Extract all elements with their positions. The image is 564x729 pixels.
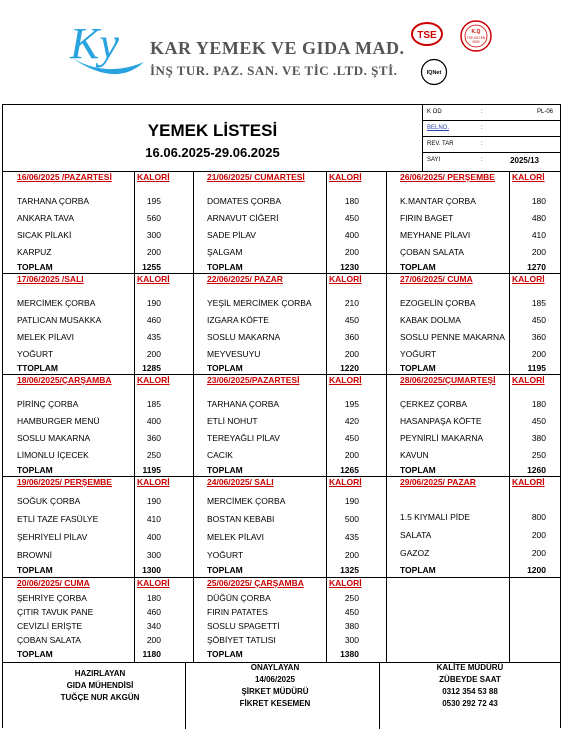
kalori-header: KALORİ [137, 172, 170, 182]
total-label: TOPLAM [400, 565, 436, 575]
meal-calorie: 195 [344, 399, 359, 409]
meal-name: MEYHANE PİLAVI [400, 230, 471, 240]
meal-calorie: 200 [531, 548, 546, 558]
meal-name: YOĞURT [207, 550, 244, 560]
meal-name: TARHANA ÇORBA [17, 196, 90, 206]
total-row [193, 649, 386, 661]
day-name: 17/06/2025 /SALI [17, 274, 84, 284]
meal-calorie: 500 [344, 514, 359, 524]
meal-row [193, 332, 386, 344]
meal-name: SALATA [400, 530, 432, 540]
meal-row [3, 635, 193, 647]
meal-name: BOSTAN KEBABI [207, 514, 275, 524]
document-meta [422, 105, 561, 171]
meal-name: SOSLU PENNE MAKARNA [400, 332, 505, 342]
meal-calorie: 180 [344, 196, 359, 206]
meal-calorie: 200 [146, 349, 161, 359]
meal-row [193, 247, 386, 259]
meal-calorie: 200 [344, 247, 359, 257]
day-name: 19/06/2025/ PERŞEMBE [17, 477, 112, 487]
day-block [386, 374, 560, 476]
meal-name: SADE PİLAV [207, 230, 256, 240]
meta-row: REV. TAR : [423, 137, 561, 153]
meal-row [386, 247, 560, 259]
total-value: 1195 [527, 363, 546, 373]
menu-sheet [2, 104, 561, 728]
kalori-header: KALORİ [137, 578, 170, 588]
meal-name: HAMBURGER MENÜ [17, 416, 100, 426]
meal-row [193, 349, 386, 361]
day-block [3, 273, 193, 374]
day-name: 18/06/2025/ÇARŞAMBA [17, 375, 112, 385]
meal-calorie: 435 [146, 332, 161, 342]
meal-row [386, 196, 560, 208]
meta-row: BELNO. : [423, 121, 561, 137]
meal-row [386, 349, 560, 361]
meal-name: TEREYAĞLI PİLAV [207, 433, 280, 443]
meal-name: MERCİMEK ÇORBA [17, 298, 96, 308]
total-label: TOPLAM [17, 649, 53, 659]
iqnet-seal-icon [420, 58, 448, 86]
meal-name: MERCİMEK ÇORBA [207, 496, 286, 506]
meal-calorie: 400 [146, 416, 161, 426]
total-label: TOPLAM [207, 465, 243, 475]
day-block [193, 273, 386, 374]
meal-name: ETLİ NOHUT [207, 416, 258, 426]
meal-name: BROWNİ [17, 550, 52, 560]
total-value: 1180 [142, 649, 161, 659]
meal-name: IZGARA KÖFTE [207, 315, 269, 325]
meal-calorie: 800 [531, 512, 546, 522]
meal-row [3, 450, 193, 462]
meal-calorie: 450 [344, 433, 359, 443]
meal-name: CEVİZLİ ERİŞTE [17, 621, 83, 631]
kalori-header: KALORİ [512, 172, 545, 182]
meal-name: PATLICAN MUSAKKA [17, 315, 102, 325]
meal-calorie: 435 [344, 532, 359, 542]
kalori-header: KALORİ [329, 274, 362, 284]
meal-calorie: 180 [531, 399, 546, 409]
meal-name: KAVUN [400, 450, 429, 460]
kalori-header: KALORİ [137, 375, 170, 385]
total-value: 1195 [142, 465, 161, 475]
meal-calorie: 450 [531, 315, 546, 325]
meal-calorie: 200 [531, 349, 546, 359]
meal-name: ŞÖBİYET TATLISI [207, 635, 276, 645]
total-label: TTOPLAM [17, 363, 58, 373]
svg-text:9000: 9000 [472, 40, 480, 44]
meal-calorie: 410 [531, 230, 546, 240]
meal-row [193, 593, 386, 605]
title-area [3, 105, 422, 171]
meal-name: ANKARA TAVA [17, 213, 75, 223]
tse-certificate-icon [410, 20, 444, 48]
meal-calorie: 200 [531, 530, 546, 540]
meal-row [386, 450, 560, 462]
day-block [3, 171, 193, 273]
total-value: 1255 [142, 262, 161, 272]
company-logo [66, 18, 146, 82]
meal-calorie: 190 [146, 298, 161, 308]
meal-row [386, 416, 560, 428]
meal-row [193, 450, 386, 462]
meal-name: MELEK PİLAVI [17, 332, 75, 342]
kalori-header: KALORİ [512, 477, 545, 487]
meal-name: MELEK PİLAVI [207, 532, 265, 542]
meal-name: KARPUZ [17, 247, 52, 257]
company-name [150, 38, 405, 79]
date-range: 16.06.2025-29.06.2025 [145, 145, 280, 160]
meal-calorie: 450 [344, 213, 359, 223]
meal-calorie: 360 [531, 332, 546, 342]
meal-name: GAZOZ [400, 548, 430, 558]
meal-row [3, 416, 193, 428]
day-block [193, 577, 386, 662]
day-name: 20/06/2025/ CUMA [17, 578, 90, 588]
meal-name: SICAK PİLAKİ [17, 230, 72, 240]
meal-row [3, 230, 193, 242]
meal-calorie: 410 [146, 514, 161, 524]
meal-name: ŞEHRİYELİ PİLAV [17, 532, 88, 542]
day-block [193, 374, 386, 476]
meal-row [3, 213, 193, 225]
meal-row [193, 399, 386, 411]
meal-calorie: 340 [146, 621, 161, 631]
meal-row [193, 315, 386, 327]
total-row [386, 565, 560, 577]
day-block [3, 476, 193, 577]
meal-calorie: 400 [146, 532, 161, 542]
meal-name: KABAK DOLMA [400, 315, 461, 325]
meal-row [3, 332, 193, 344]
meal-row [193, 213, 386, 225]
meal-name: ARNAVUT CİĞERİ [207, 213, 279, 223]
svg-text:TSE-ISO-EN: TSE-ISO-EN [466, 36, 486, 40]
meal-row [3, 607, 193, 619]
day-block [3, 374, 193, 476]
meal-name: ŞALGAM [207, 247, 243, 257]
meal-calorie: 560 [146, 213, 161, 223]
meta-row: SAYI : 2025/13 [427, 156, 539, 165]
meal-calorie: 460 [146, 315, 161, 325]
meal-name: TARHANA ÇORBA [207, 399, 280, 409]
meal-name: ETLİ TAZE FASÜLYE [17, 514, 99, 524]
meal-calorie: 200 [146, 635, 161, 645]
meal-name: ÇERKEZ ÇORBA [400, 399, 468, 409]
kalori-header: KALORİ [329, 477, 362, 487]
meal-name: LİMONLU İÇECEK [17, 450, 89, 460]
total-label: TOPLAM [17, 565, 53, 575]
meal-row [3, 399, 193, 411]
meal-row [3, 315, 193, 327]
meal-calorie: 180 [531, 196, 546, 206]
signature-quality: KALİTE MÜDÜRÜ ZÜBEYDE SAAT 0312 354 53 88 0530 292 72 43 [436, 663, 504, 708]
total-value: 1200 [527, 565, 546, 575]
day-name: 16/06/2025 /PAZARTESİ [17, 172, 112, 182]
meal-row [3, 496, 193, 508]
meal-row [386, 230, 560, 242]
meal-calorie: 380 [344, 621, 359, 631]
day-name: 23/06/2025/PAZARTESİ [207, 375, 300, 385]
meal-calorie: 300 [146, 550, 161, 560]
meal-calorie: 190 [146, 496, 161, 506]
kalori-header: KALORİ [512, 375, 545, 385]
meal-row [193, 433, 386, 445]
total-label: TOPLAM [207, 649, 243, 659]
meal-calorie: 200 [531, 247, 546, 257]
meal-calorie: 450 [344, 315, 359, 325]
meal-calorie: 420 [344, 416, 359, 426]
meal-row [193, 196, 386, 208]
meal-name: FIRIN BAGET [400, 213, 454, 223]
day-block [386, 171, 560, 273]
meal-name: CACIK [207, 450, 233, 460]
total-value: 1325 [340, 565, 359, 575]
meta-row: K OD : PL-06 [423, 105, 561, 121]
meal-calorie: 210 [344, 298, 359, 308]
meal-name: MEYVESUYU [207, 349, 261, 359]
meal-name: EZOGELİN ÇORBA [400, 298, 476, 308]
meal-row [3, 298, 193, 310]
meal-calorie: 450 [531, 416, 546, 426]
meal-name: 1.5 KIYMALI PİDE [400, 512, 470, 522]
meal-row [3, 349, 193, 361]
meal-calorie: 480 [531, 213, 546, 223]
meal-name: DÜĞÜN ÇORBA [207, 593, 271, 603]
meal-calorie: 250 [146, 450, 161, 460]
meal-name: YOĞURT [17, 349, 54, 359]
day-name: 26/06/2025/ PERŞEMBE [400, 172, 495, 182]
meal-calorie: 195 [146, 196, 161, 206]
meal-calorie: 460 [146, 607, 161, 617]
kalori-header: KALORİ [137, 477, 170, 487]
day-block [386, 273, 560, 374]
meal-row [193, 230, 386, 242]
meal-name: ÇOBAN SALATA [17, 635, 81, 645]
total-label: TOPLAM [400, 262, 436, 272]
meal-calorie: 300 [344, 635, 359, 645]
total-row [3, 565, 193, 577]
meal-row [386, 213, 560, 225]
total-row [193, 565, 386, 577]
svg-text:K.Q: K.Q [471, 29, 481, 35]
meal-row [193, 514, 386, 526]
meal-name: YOĞURT [400, 349, 437, 359]
meal-row [193, 621, 386, 633]
meal-row [3, 433, 193, 445]
total-label: TOPLAM [17, 262, 53, 272]
day-name: 27/06/2025/ CUMA [400, 274, 473, 284]
meal-row [193, 298, 386, 310]
total-label: TOPLAM [207, 565, 243, 575]
day-name: 24/06/2025/ SALI [207, 477, 274, 487]
day-block [386, 476, 560, 577]
meal-name: ŞEHRİYE ÇORBA [17, 593, 87, 603]
total-value: 1230 [340, 262, 359, 272]
company-name-line1: KAR YEMEK VE GIDA MAD. [150, 38, 405, 58]
meal-calorie: 360 [344, 332, 359, 342]
signature-approved: ONAYLAYAN 14/06/2025 ŞİRKET MÜDÜRÜ FİKRET KESEMEN [239, 663, 311, 708]
total-label: TOPLAM [400, 363, 436, 373]
day-name: 25/06/2025/ ÇARŞAMBA [207, 578, 304, 588]
kalori-header: KALORİ [329, 172, 362, 182]
meal-calorie: 300 [146, 230, 161, 240]
meal-row [386, 512, 560, 524]
total-value: 1260 [527, 465, 546, 475]
meal-row [3, 621, 193, 633]
day-name: 28/06/2025/ÇUMARTEŞİ [400, 375, 496, 385]
meal-calorie: 450 [344, 607, 359, 617]
total-label: TOPLAM [17, 465, 53, 475]
meal-name: SOSLU MAKARNA [207, 332, 281, 342]
meal-calorie: 400 [344, 230, 359, 240]
meal-name: K.MANTAR ÇORBA [400, 196, 476, 206]
day-name: 22/06/2025/ PAZAR [207, 274, 283, 284]
meal-calorie: 200 [146, 247, 161, 257]
kalori-header: KALORİ [137, 274, 170, 284]
meal-row [193, 532, 386, 544]
signature-prepared: HAZIRLAYAN GIDA MÜHENDİSİ TUĞÇE NUR AKGÜN [60, 669, 140, 702]
meal-calorie: 250 [344, 593, 359, 603]
meal-name: PİRİNÇ ÇORBA [17, 399, 79, 409]
meal-name: SOSLU MAKARNA [17, 433, 91, 443]
total-label: TOPLAM [400, 465, 436, 475]
kalori-header: KALORİ [512, 274, 545, 284]
total-row [3, 649, 193, 661]
meal-row [3, 550, 193, 562]
meal-name: HASANPAŞA KÖFTE [400, 416, 482, 426]
meal-calorie: 200 [344, 550, 359, 560]
day-block [193, 171, 386, 273]
logo-text: Ky [70, 19, 119, 68]
total-value: 1265 [340, 465, 359, 475]
quality-seal-icon [458, 18, 494, 54]
meal-name: ÇOBAN SALATA [400, 247, 464, 257]
meal-name: PEYNİRLİ MAKARNA [400, 433, 484, 443]
total-value: 1300 [142, 565, 161, 575]
meal-row [3, 532, 193, 544]
total-value: 1285 [142, 363, 161, 373]
day-name: 29/06/2025/ PAZAR [400, 477, 476, 487]
day-name: 21/06/2025/ CUMARTESİ [207, 172, 305, 182]
total-value: 1380 [340, 649, 359, 659]
meal-name: SOSLU SPAGETTİ [207, 621, 280, 631]
meal-row [3, 196, 193, 208]
company-name-line2: İNŞ TUR. PAZ. SAN. VE TİC .LTD. ŞTİ. [150, 63, 398, 78]
meal-calorie: 360 [146, 433, 161, 443]
kalori-header: KALORİ [329, 578, 362, 588]
kalori-header: KALORİ [329, 375, 362, 385]
footer-column-divider [185, 662, 186, 729]
meal-calorie: 185 [531, 298, 546, 308]
meal-row [386, 548, 560, 560]
meal-row [193, 550, 386, 562]
meal-row [3, 514, 193, 526]
total-value: 1220 [340, 363, 359, 373]
meal-row [193, 496, 386, 508]
meal-row [3, 593, 193, 605]
page-title: YEMEK LİSTESİ [147, 121, 278, 140]
svg-text:IQNet: IQNet [426, 70, 442, 76]
meal-calorie: 180 [146, 593, 161, 603]
meal-row [193, 416, 386, 428]
total-label: TOPLAM [207, 262, 243, 272]
meal-calorie: 380 [531, 433, 546, 443]
meal-name: DOMATES ÇORBA [207, 196, 281, 206]
footer-column-divider [379, 662, 380, 729]
svg-text:TSE: TSE [417, 30, 437, 41]
meal-calorie: 200 [344, 450, 359, 460]
meal-row [386, 530, 560, 542]
meal-name: ÇITIR TAVUK PANE [17, 607, 94, 617]
day-block [193, 476, 386, 577]
meal-row [386, 399, 560, 411]
total-value: 1270 [527, 262, 546, 272]
meal-row [386, 332, 560, 344]
total-label: TOPLAM [207, 363, 243, 373]
meal-calorie: 250 [531, 450, 546, 460]
meal-row [193, 607, 386, 619]
meal-calorie: 185 [146, 399, 161, 409]
meal-calorie: 200 [344, 349, 359, 359]
day-block [3, 577, 193, 662]
meal-row [386, 433, 560, 445]
meal-calorie: 190 [344, 496, 359, 506]
meal-name: FIRIN PATATES [207, 607, 268, 617]
meal-name: YEŞİL MERCİMEK ÇORBA [207, 298, 312, 308]
meal-name: SOĞUK ÇORBA [17, 496, 81, 506]
meal-row [3, 247, 193, 259]
meal-row [386, 298, 560, 310]
meal-row [193, 635, 386, 647]
meal-row [386, 315, 560, 327]
